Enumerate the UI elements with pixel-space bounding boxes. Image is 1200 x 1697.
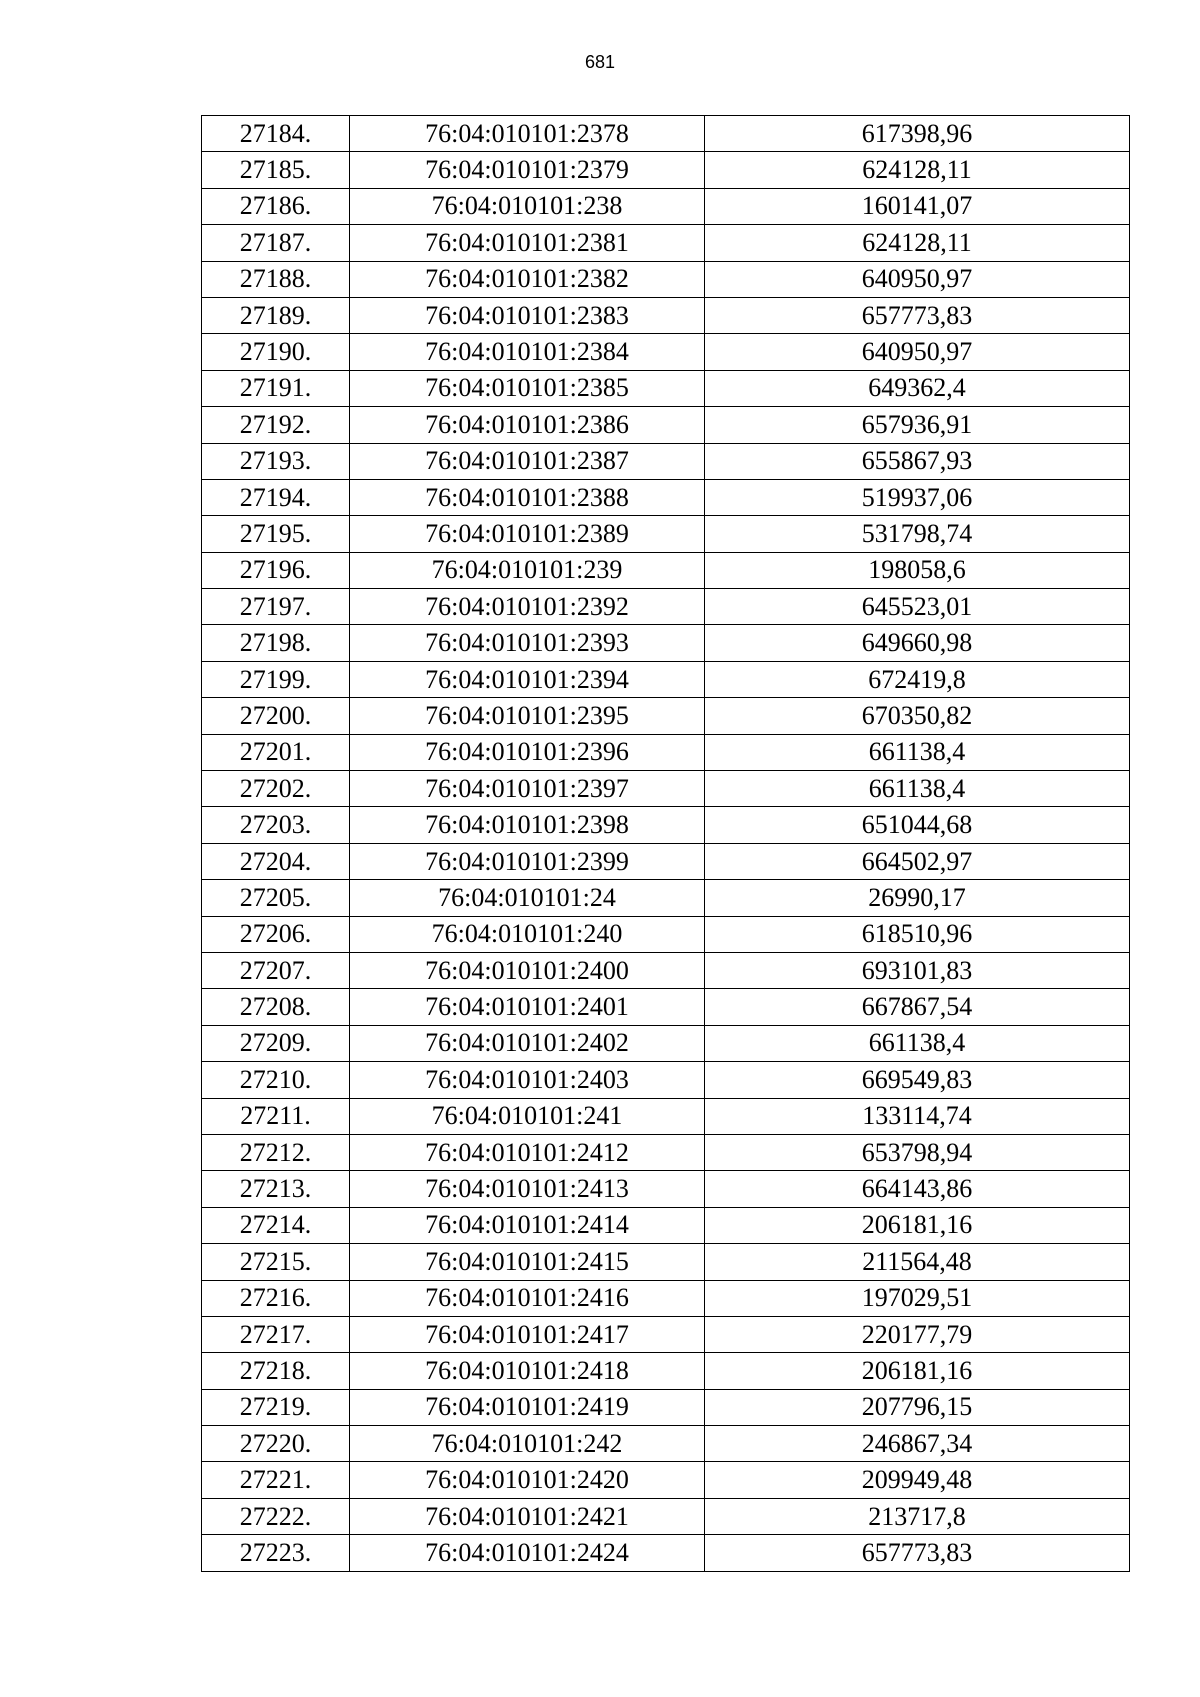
value-cell: 657936,91 bbox=[705, 407, 1130, 443]
table-row bbox=[202, 1353, 1130, 1389]
cadastral-number-cell: 76:04:010101:2395 bbox=[350, 698, 705, 734]
cadastral-number-cell: 76:04:010101:2414 bbox=[350, 1207, 705, 1243]
cadastral-number-cell: 76:04:010101:2393 bbox=[350, 625, 705, 661]
value-cell: 206181,16 bbox=[705, 1353, 1130, 1389]
row-number-cell: 27187. bbox=[202, 225, 350, 261]
cadastral-number-cell: 76:04:010101:2412 bbox=[350, 1134, 705, 1170]
value-cell: 624128,11 bbox=[705, 225, 1130, 261]
cadastral-number-cell: 76:04:010101:2421 bbox=[350, 1498, 705, 1534]
row-number-cell: 27186. bbox=[202, 188, 350, 224]
row-number-cell: 27191. bbox=[202, 370, 350, 406]
row-number-cell: 27207. bbox=[202, 952, 350, 988]
cadastral-number-cell: 76:04:010101:2392 bbox=[350, 589, 705, 625]
table-row bbox=[202, 479, 1130, 515]
cadastral-number-cell: 76:04:010101:2399 bbox=[350, 843, 705, 879]
table-row bbox=[202, 1535, 1130, 1571]
row-number-cell: 27214. bbox=[202, 1207, 350, 1243]
row-number-cell: 27184. bbox=[202, 116, 350, 152]
cadastral-number-cell: 76:04:010101:2413 bbox=[350, 1171, 705, 1207]
row-number-cell: 27185. bbox=[202, 152, 350, 188]
cadastral-number-cell: 76:04:010101:2403 bbox=[350, 1062, 705, 1098]
value-cell: 26990,17 bbox=[705, 880, 1130, 916]
value-cell: 197029,51 bbox=[705, 1280, 1130, 1316]
value-cell: 664502,97 bbox=[705, 843, 1130, 879]
table-row bbox=[202, 297, 1130, 333]
table-row bbox=[202, 443, 1130, 479]
table-row bbox=[202, 989, 1130, 1025]
value-cell: 246867,34 bbox=[705, 1426, 1130, 1462]
row-number-cell: 27213. bbox=[202, 1171, 350, 1207]
value-cell: 649660,98 bbox=[705, 625, 1130, 661]
row-number-cell: 27190. bbox=[202, 334, 350, 370]
table-row bbox=[202, 589, 1130, 625]
value-cell: 133114,74 bbox=[705, 1098, 1130, 1134]
value-cell: 198058,6 bbox=[705, 552, 1130, 588]
cadastral-number-cell: 76:04:010101:2397 bbox=[350, 771, 705, 807]
table-row bbox=[202, 661, 1130, 697]
value-cell: 657773,83 bbox=[705, 297, 1130, 333]
row-number-cell: 27208. bbox=[202, 989, 350, 1025]
table-row bbox=[202, 1171, 1130, 1207]
value-cell: 220177,79 bbox=[705, 1316, 1130, 1352]
value-cell: 206181,16 bbox=[705, 1207, 1130, 1243]
cadastral-number-cell: 76:04:010101:2402 bbox=[350, 1025, 705, 1061]
cadastral-number-cell: 76:04:010101:2384 bbox=[350, 334, 705, 370]
cadastral-number-cell: 76:04:010101:2379 bbox=[350, 152, 705, 188]
row-number-cell: 27223. bbox=[202, 1535, 350, 1571]
value-cell: 213717,8 bbox=[705, 1498, 1130, 1534]
table-row bbox=[202, 625, 1130, 661]
cadastral-number-cell: 76:04:010101:2389 bbox=[350, 516, 705, 552]
cadastral-number-cell: 76:04:010101:239 bbox=[350, 552, 705, 588]
table-row bbox=[202, 734, 1130, 770]
row-number-cell: 27201. bbox=[202, 734, 350, 770]
row-number-cell: 27206. bbox=[202, 916, 350, 952]
cadastral-number-cell: 76:04:010101:2378 bbox=[350, 116, 705, 152]
value-cell: 661138,4 bbox=[705, 734, 1130, 770]
cadastral-number-cell: 76:04:010101:2400 bbox=[350, 952, 705, 988]
value-cell: 655867,93 bbox=[705, 443, 1130, 479]
row-number-cell: 27195. bbox=[202, 516, 350, 552]
row-number-cell: 27204. bbox=[202, 843, 350, 879]
table-row bbox=[202, 188, 1130, 224]
table-row bbox=[202, 152, 1130, 188]
cadastral-table bbox=[201, 115, 1130, 1572]
cadastral-number-cell: 76:04:010101:240 bbox=[350, 916, 705, 952]
value-cell: 667867,54 bbox=[705, 989, 1130, 1025]
table-row bbox=[202, 1426, 1130, 1462]
cadastral-number-cell: 76:04:010101:24 bbox=[350, 880, 705, 916]
cadastral-number-cell: 76:04:010101:2396 bbox=[350, 734, 705, 770]
cadastral-number-cell: 76:04:010101:2398 bbox=[350, 807, 705, 843]
cadastral-number-cell: 76:04:010101:2424 bbox=[350, 1535, 705, 1571]
cadastral-number-cell: 76:04:010101:2415 bbox=[350, 1244, 705, 1280]
value-cell: 645523,01 bbox=[705, 589, 1130, 625]
value-cell: 669549,83 bbox=[705, 1062, 1130, 1098]
row-number-cell: 27222. bbox=[202, 1498, 350, 1534]
row-number-cell: 27197. bbox=[202, 589, 350, 625]
value-cell: 640950,97 bbox=[705, 334, 1130, 370]
value-cell: 209949,48 bbox=[705, 1462, 1130, 1498]
table-row bbox=[202, 880, 1130, 916]
value-cell: 519937,06 bbox=[705, 479, 1130, 515]
table-row bbox=[202, 771, 1130, 807]
row-number-cell: 27194. bbox=[202, 479, 350, 515]
table-row bbox=[202, 1207, 1130, 1243]
value-cell: 618510,96 bbox=[705, 916, 1130, 952]
value-cell: 617398,96 bbox=[705, 116, 1130, 152]
cadastral-number-cell: 76:04:010101:2417 bbox=[350, 1316, 705, 1352]
table-row bbox=[202, 552, 1130, 588]
row-number-cell: 27215. bbox=[202, 1244, 350, 1280]
row-number-cell: 27217. bbox=[202, 1316, 350, 1352]
table-row bbox=[202, 1134, 1130, 1170]
table-row bbox=[202, 1244, 1130, 1280]
table-row bbox=[202, 261, 1130, 297]
row-number-cell: 27211. bbox=[202, 1098, 350, 1134]
row-number-cell: 27210. bbox=[202, 1062, 350, 1098]
cadastral-number-cell: 76:04:010101:2401 bbox=[350, 989, 705, 1025]
cadastral-number-cell: 76:04:010101:2386 bbox=[350, 407, 705, 443]
value-cell: 693101,83 bbox=[705, 952, 1130, 988]
row-number-cell: 27220. bbox=[202, 1426, 350, 1462]
row-number-cell: 27202. bbox=[202, 771, 350, 807]
row-number-cell: 27205. bbox=[202, 880, 350, 916]
table-row bbox=[202, 843, 1130, 879]
cadastral-number-cell: 76:04:010101:242 bbox=[350, 1426, 705, 1462]
value-cell: 661138,4 bbox=[705, 1025, 1130, 1061]
value-cell: 657773,83 bbox=[705, 1535, 1130, 1571]
cadastral-number-cell: 76:04:010101:2418 bbox=[350, 1353, 705, 1389]
value-cell: 160141,07 bbox=[705, 188, 1130, 224]
row-number-cell: 27203. bbox=[202, 807, 350, 843]
row-number-cell: 27193. bbox=[202, 443, 350, 479]
value-cell: 672419,8 bbox=[705, 661, 1130, 697]
cadastral-number-cell: 76:04:010101:2419 bbox=[350, 1389, 705, 1425]
table-row bbox=[202, 1025, 1130, 1061]
row-number-cell: 27189. bbox=[202, 297, 350, 333]
cadastral-number-cell: 76:04:010101:2383 bbox=[350, 297, 705, 333]
value-cell: 624128,11 bbox=[705, 152, 1130, 188]
cadastral-number-cell: 76:04:010101:2416 bbox=[350, 1280, 705, 1316]
table-row bbox=[202, 1062, 1130, 1098]
cadastral-number-cell: 76:04:010101:2382 bbox=[350, 261, 705, 297]
table-body bbox=[202, 116, 1130, 1572]
table-row bbox=[202, 807, 1130, 843]
table-row bbox=[202, 952, 1130, 988]
table-row bbox=[202, 698, 1130, 734]
row-number-cell: 27212. bbox=[202, 1134, 350, 1170]
cadastral-number-cell: 76:04:010101:2385 bbox=[350, 370, 705, 406]
value-cell: 211564,48 bbox=[705, 1244, 1130, 1280]
row-number-cell: 27188. bbox=[202, 261, 350, 297]
table-row bbox=[202, 407, 1130, 443]
value-cell: 651044,68 bbox=[705, 807, 1130, 843]
table-row bbox=[202, 370, 1130, 406]
table-row bbox=[202, 1280, 1130, 1316]
cadastral-number-cell: 76:04:010101:2394 bbox=[350, 661, 705, 697]
table-row bbox=[202, 334, 1130, 370]
value-cell: 207796,15 bbox=[705, 1389, 1130, 1425]
row-number-cell: 27221. bbox=[202, 1462, 350, 1498]
value-cell: 670350,82 bbox=[705, 698, 1130, 734]
table-row bbox=[202, 1462, 1130, 1498]
table-row bbox=[202, 916, 1130, 952]
row-number-cell: 27219. bbox=[202, 1389, 350, 1425]
table-row bbox=[202, 1098, 1130, 1134]
value-cell: 640950,97 bbox=[705, 261, 1130, 297]
row-number-cell: 27192. bbox=[202, 407, 350, 443]
cadastral-number-cell: 76:04:010101:2388 bbox=[350, 479, 705, 515]
table-row bbox=[202, 116, 1130, 152]
cadastral-number-cell: 76:04:010101:2420 bbox=[350, 1462, 705, 1498]
cadastral-number-cell: 76:04:010101:238 bbox=[350, 188, 705, 224]
table-row bbox=[202, 516, 1130, 552]
cadastral-number-cell: 76:04:010101:2381 bbox=[350, 225, 705, 261]
row-number-cell: 27198. bbox=[202, 625, 350, 661]
value-cell: 531798,74 bbox=[705, 516, 1130, 552]
table-row bbox=[202, 1389, 1130, 1425]
page-number: 681 bbox=[584, 52, 616, 72]
row-number-cell: 27218. bbox=[202, 1353, 350, 1389]
value-cell: 664143,86 bbox=[705, 1171, 1130, 1207]
value-cell: 649362,4 bbox=[705, 370, 1130, 406]
cadastral-number-cell: 76:04:010101:2387 bbox=[350, 443, 705, 479]
row-number-cell: 27200. bbox=[202, 698, 350, 734]
cadastral-number-cell: 76:04:010101:241 bbox=[350, 1098, 705, 1134]
table-row bbox=[202, 1498, 1130, 1534]
table-row bbox=[202, 1316, 1130, 1352]
row-number-cell: 27209. bbox=[202, 1025, 350, 1061]
row-number-cell: 27199. bbox=[202, 661, 350, 697]
row-number-cell: 27216. bbox=[202, 1280, 350, 1316]
table-row bbox=[202, 225, 1130, 261]
value-cell: 653798,94 bbox=[705, 1134, 1130, 1170]
value-cell: 661138,4 bbox=[705, 771, 1130, 807]
row-number-cell: 27196. bbox=[202, 552, 350, 588]
